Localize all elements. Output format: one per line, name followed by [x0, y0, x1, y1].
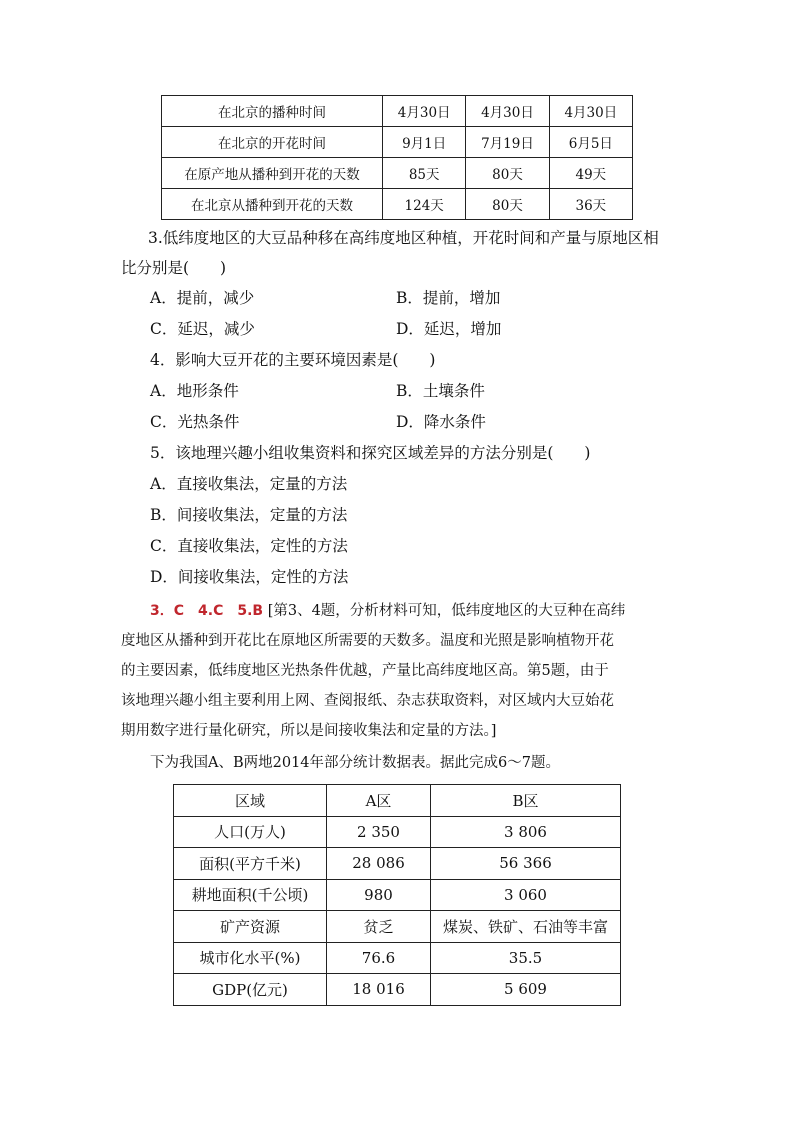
table-cell: 4月30日	[383, 96, 466, 127]
answer-line-1	[150, 597, 625, 625]
table-cell: 56 366	[431, 848, 621, 880]
table-cell: 35.5	[431, 942, 621, 974]
table-cell: 在原产地从播种到开花的天数	[162, 158, 383, 189]
explanation-text: [第3、4题，分析材料可知，低纬度地区的大豆种在高纬	[267, 603, 626, 619]
explanation-line-2: 度地区从播种到开花比在原地区所需要的天数多。温度和光照是影响植物开花	[121, 633, 614, 649]
table-cell: 4月30日	[466, 96, 549, 127]
table-cell: 在北京的开花时间	[162, 127, 383, 158]
question-4-option-a: A．地形条件	[150, 382, 239, 400]
question-4-option-d: D．降水条件	[396, 413, 486, 431]
table-cell: 贫乏	[327, 911, 431, 943]
table-row	[162, 127, 633, 158]
table-cell: 矿产资源	[174, 911, 327, 943]
table-cell: 煤炭、铁矿、石油等丰富	[431, 911, 621, 943]
table-header-cell: B区	[431, 785, 621, 817]
table-row	[162, 158, 633, 189]
table-cell: 28 086	[327, 848, 431, 880]
table-cell: 85天	[383, 158, 466, 189]
table-row	[174, 816, 621, 848]
table-cell: 80天	[466, 158, 549, 189]
table-cell: GDP(亿元)	[174, 974, 327, 1006]
question-5-option-a: A．直接收集法，定量的方法	[150, 475, 348, 493]
question-5-option-c: C．直接收集法，定性的方法	[150, 537, 348, 555]
question-4-option-b: B．土壤条件	[396, 382, 485, 400]
table-cell: 4月30日	[549, 96, 632, 127]
table-cell: 6月5日	[549, 127, 632, 158]
table-cell: 980	[327, 879, 431, 911]
table-header-cell: A区	[327, 785, 431, 817]
question-3-option-b: B．提前，增加	[396, 289, 501, 307]
explanation-line-5: 期用数字进行量化研究，所以是间接收集法和定量的方法。]	[121, 723, 497, 739]
question-3-option-c: C．延迟，减少	[150, 320, 255, 338]
table-cell: 在北京的播种时间	[162, 96, 383, 127]
table-row	[174, 848, 621, 880]
table-row	[162, 96, 633, 127]
table-cell: 在北京从播种到开花的天数	[162, 189, 383, 220]
table-row	[174, 974, 621, 1006]
regional-statistics-table	[173, 784, 621, 1006]
table-row	[174, 911, 621, 943]
table-cell: 36天	[549, 189, 632, 220]
question-5-option-b: B．间接收集法，定量的方法	[150, 506, 348, 524]
table-cell: 5 609	[431, 974, 621, 1006]
table-intro: 下为我国A、B两地2014年部分统计数据表。据此完成6～7题。	[150, 755, 560, 771]
table-header-row	[174, 785, 621, 817]
question-4-text: 4．影响大豆开花的主要环境因素是( )	[150, 351, 436, 369]
table-cell: 18 016	[327, 974, 431, 1006]
table-cell: 人口(万人)	[174, 816, 327, 848]
table-cell: 76.6	[327, 942, 431, 974]
table-cell: 80天	[466, 189, 549, 220]
explanation-line-4: 该地理兴趣小组主要利用上网、查阅报纸、杂志获取资料，对区域内大豆始花	[121, 693, 614, 709]
table-cell: 49天	[549, 158, 632, 189]
table-cell: 9月1日	[383, 127, 466, 158]
table-cell: 7月19日	[466, 127, 549, 158]
table-cell: 2 350	[327, 816, 431, 848]
table-row	[162, 189, 633, 220]
table-cell: 面积(平方千米)	[174, 848, 327, 880]
answer-keys: 3．C 4.C 5.B	[150, 603, 264, 619]
table-row	[174, 942, 621, 974]
question-3-text-cont: 比分别是( )	[121, 259, 227, 277]
explanation-line-3: 的主要因素，低纬度地区光热条件优越，产量比高纬度地区高。第5题，由于	[121, 663, 609, 679]
question-3-option-a: A．提前，减少	[150, 289, 255, 307]
question-3-option-d: D．延迟，增加	[396, 320, 502, 338]
table-cell: 耕地面积(千公顷)	[174, 879, 327, 911]
question-4-option-c: C．光热条件	[150, 413, 240, 431]
table-cell: 城市化水平(%)	[174, 942, 327, 974]
table-cell: 124天	[383, 189, 466, 220]
question-5-text: 5．该地理兴趣小组收集资料和探究区域差异的方法分别是( )	[150, 444, 591, 462]
sowing-flowering-table	[161, 95, 633, 220]
question-3-text: 3.低纬度地区的大豆品种移在高纬度地区种植，开花时间和产量与原地区相	[148, 229, 659, 247]
table-row	[174, 879, 621, 911]
table-header-cell: 区域	[174, 785, 327, 817]
table-cell: 3 060	[431, 879, 621, 911]
question-5-option-d: D．间接收集法，定性的方法	[150, 568, 349, 586]
table-cell: 3 806	[431, 816, 621, 848]
